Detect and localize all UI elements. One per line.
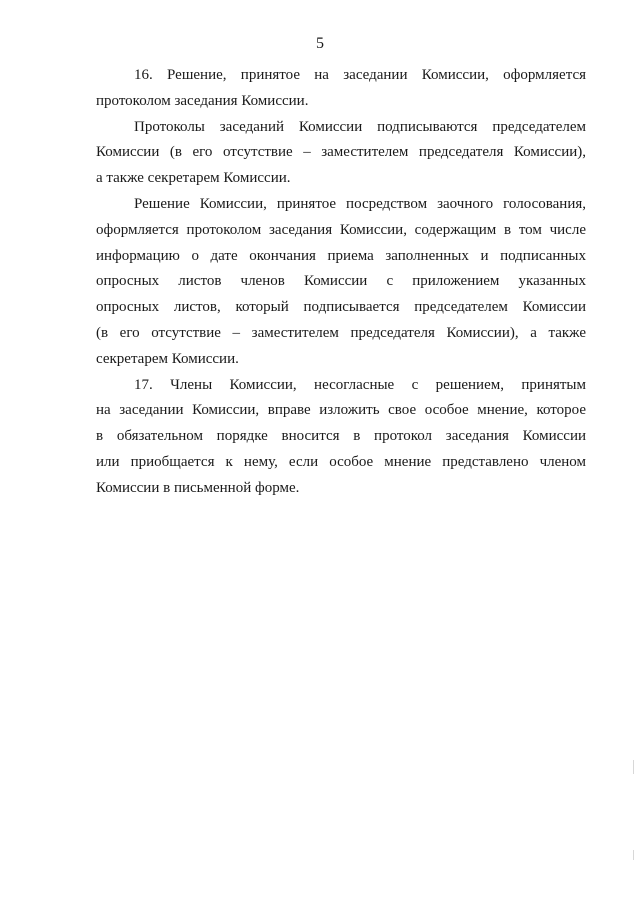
text-line: Решение Комиссии, принятое посредством заочного голосования, (134, 195, 586, 212)
text-line: или приобщается к нему, если особое мнение представлено членом (96, 453, 586, 470)
text-line: Комиссии (в его отсутствие – заместителем председателя Комиссии), (96, 144, 586, 161)
text-line: 16. Решение, принятое на заседании Комиссии, оформляется (134, 67, 586, 83)
text-line: Комиссии в письменной форме. (96, 479, 300, 496)
page-number: 5 (316, 35, 324, 52)
text-line: протоколом заседания Комиссии. (96, 92, 309, 109)
text-line: секретарем Комиссии. (96, 350, 239, 367)
text-line: на заседании Комиссии, вправе изложить свое особое мнение, которое (96, 402, 586, 419)
paragraph-17 (96, 373, 586, 502)
text-line: опросных листов, который подписывается председателем Комиссии (96, 299, 586, 316)
paragraph-absentee-voting (96, 192, 586, 373)
scan-edge-mark (633, 760, 634, 774)
text-line: (в его отсутствие – заместителем председателя Комиссии), а также (96, 324, 586, 341)
text-line: 17. Члены Комиссии, несогласные с решением, принятым (134, 376, 586, 393)
text-line: Протоколы заседаний Комиссии подписываются председателем (134, 118, 586, 135)
paragraph-16 (96, 63, 586, 115)
document-body (96, 63, 586, 502)
scan-edge-mark (633, 850, 634, 860)
paragraph-protocol-signing (96, 115, 586, 192)
text-line: в обязательном порядке вносится в протокол заседания Комиссии (96, 428, 586, 445)
text-line: информацию о дате окончания приема заполненных и подписанных (96, 247, 586, 264)
text-line: оформляется протоколом заседания Комиссии, содержащим в том числе (96, 221, 586, 238)
text-line: а также секретарем Комиссии. (96, 170, 291, 187)
text-line: опросных листов членов Комиссии с приложением указанных (96, 273, 586, 290)
